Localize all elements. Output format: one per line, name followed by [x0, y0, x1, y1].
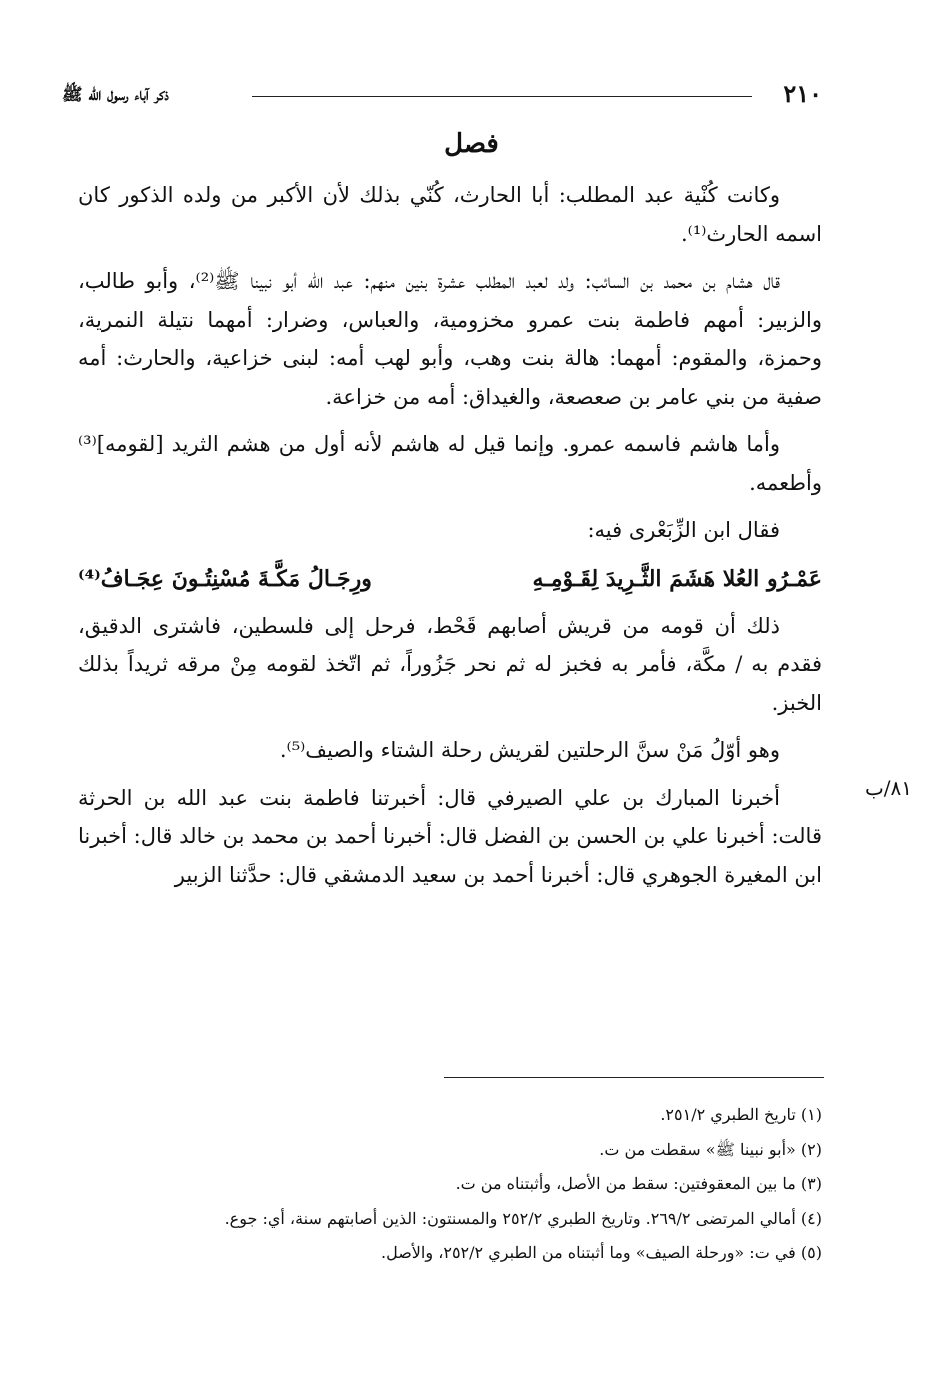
paragraph-kunya: وكانت كُنْية عبد المطلب: أبا الحارث، كُنّي بذلك لأن الأكبر من ولده الذكور كان اسمه الحارث⁽¹⁾. [78, 183, 822, 246]
paragraph-verse-intro: فقال ابن الزِّبَعْرى فيه: [587, 518, 780, 542]
footnote-2: (٢) «أبو نبينا ﷺ» سقطت من ت. [599, 1139, 822, 1159]
page-number: ٢١٠ [783, 79, 822, 108]
paragraph-famine: ذلك أن قومه من قريش أصابهم قَحْط، فرحل إلى فلسطين، فاشترى الدقيق، فقدم به / مكَّة، فأمر به فخبز له ثم نحر جَزُوراً، ثم اتّخذ لقومه مِنْ مرقه ثريداً بذلك الخبز. [78, 613, 822, 715]
footnotes [78, 1098, 822, 1271]
header-rule [252, 96, 752, 97]
verse-hemistich-second: ورِجَـالُ مَكَّـةَ مُسْنِتُـونَ عِجَـافُ⁽⁴⁾ [78, 565, 372, 592]
footnote-1: (١) تاريخ الطبري ٢٥١/٢. [660, 1105, 822, 1124]
running-title: ذكر آباء رسول الله ﷺ [62, 85, 169, 105]
page-header [62, 78, 822, 114]
verse-line [78, 559, 822, 599]
footnote-4: (٤) أمالي المرتضى ٢٦٩/٢. وتاريخ الطبري ٢٥٢/٢ والمسنتون: الذين أصابتهم سنة، أي: جوع. [224, 1208, 822, 1228]
section-heading: فصل [444, 129, 499, 159]
paragraph-hashim: وأما هاشم فاسمه عمرو. وإنما قيل له هاشم لأنه أول من هشم الثريد [لقومه]⁽³⁾ وأطعمه. [78, 432, 822, 495]
main-text [78, 176, 822, 903]
footnote-3: (٣) ما بين المعقوفتين: سقط من الأصل، وأثبتناه من ت. [455, 1174, 822, 1193]
footnote-separator [444, 1077, 824, 1078]
paragraph-isnad: أخبرنا المبارك بن علي الصيرفي قال: أخبرتنا فاطمة بنت عبد الله بن الحرثة قالت: أخبرنا علي بن الحسن بن الفضل قال: أخبرنا أحمد بن محمد بن خالد قال: أخبرنا ابن المغيرة الجوهري قال: أخبرنا أحمد بن سعيد الدمشقي قال: حدَّثنا الزبير [78, 785, 822, 887]
paragraph-two-journeys: وهو أوّلُ مَنْ سنَّ الرحلتين لقريش رحلة الشتاء والصيف⁽⁵⁾. [279, 738, 780, 762]
paragraph-sons: قال هشام بن محمد بن السائب: ولد لعبد المطلب عشرة بنين منهم: عبد الله أبو نبينا ﷺ⁽²⁾، وأبو طالب، والزبير: أمهم فاطمة بنت عمرو مخزومية، والعباس، وضرار: أمهما نتيلة النمرية، وحمزة، والمقوم: أمهما: هالة بنت وهب، وأبو لهب أمه: لبنى خزاعية، والحارث: أمه صفية من بني عامر بن صعصعة، والغيداق: أمه من خزاعة. [78, 269, 822, 409]
footnote-5: (٥) في ت: «ورحلة الصيف» وما أثبتناه من الطبري ٢٥٢/٢، والأصل. [381, 1243, 822, 1262]
manuscript-folio-marker: ٨١/ب [864, 776, 912, 800]
verse-hemistich-first: عَمْـرُو العُلا هَشَمَ الثَّـرِيدَ لِقَـوْمِـهِ [532, 565, 822, 592]
